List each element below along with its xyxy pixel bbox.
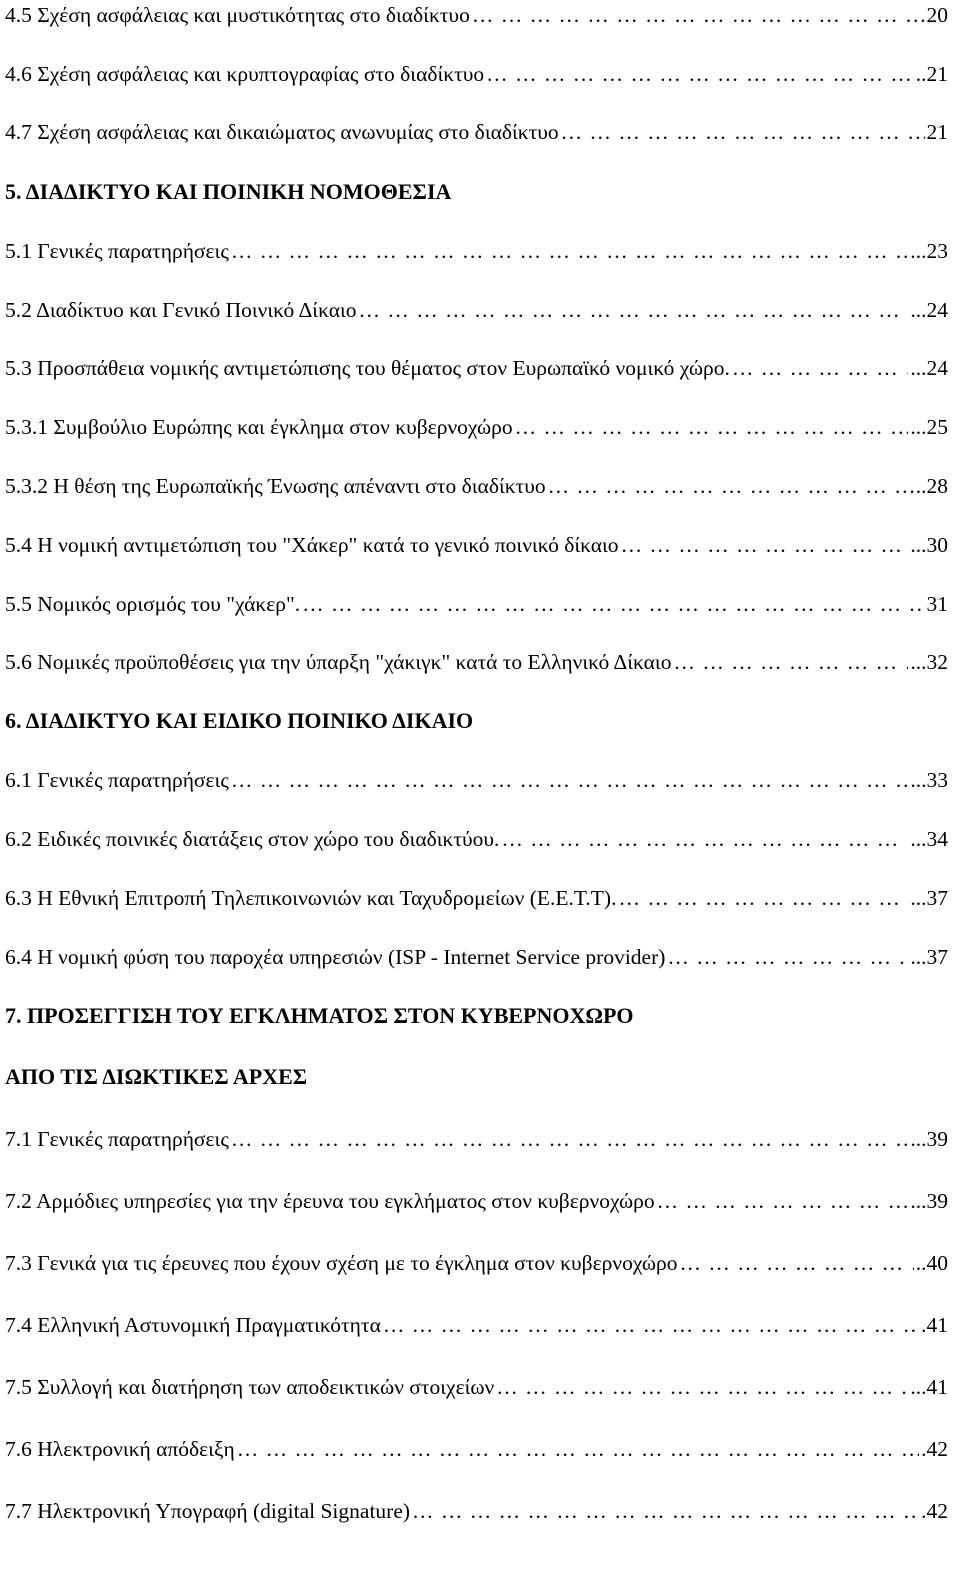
toc-leader-dots [680, 1248, 914, 1278]
toc-leader-dots [231, 236, 914, 266]
toc-leader-dots [515, 412, 909, 442]
toc-section-heading [5, 177, 948, 207]
toc-page-number: ...39 [910, 1189, 948, 1213]
toc-section-heading [5, 706, 948, 736]
toc-entry [5, 530, 948, 560]
toc-leader-dots [231, 1124, 909, 1154]
toc-leader-dots [496, 1372, 908, 1402]
toc-heading-text: ΑΠΟ ΤΙΣ ΔΙΩΚΤΙΚΕΣ ΑΡΧΕΣ [5, 1064, 308, 1089]
toc-entry [5, 824, 948, 854]
toc-page-number: 31 [926, 592, 948, 616]
toc-page-number: ...24 [910, 356, 948, 380]
toc-leader-dots [548, 471, 914, 501]
toc-entry [5, 942, 948, 972]
toc-entry-text: 7.1 Γενικές παρατηρήσεις [5, 1127, 229, 1151]
toc-entry [5, 353, 948, 383]
toc-leader-dots [472, 0, 903, 30]
toc-leader-dots [237, 1434, 919, 1464]
toc-page-number: 21 [926, 120, 948, 144]
toc-page-number: …20 [905, 3, 948, 27]
toc-page-number: ...41 [910, 1375, 948, 1399]
toc-leader-dots [501, 824, 908, 854]
toc-leader-dots [618, 883, 908, 913]
toc-page-number: ..23 [915, 239, 948, 263]
toc-heading-text: 7. ΠΡΟΣΕΓΓΙΣΗ ΤΟΥ ΕΓΚΛΗΜΑΤΟΣ ΣΤΟΝ ΚΥΒΕΡΝΟΧΩΡΟ [5, 1003, 634, 1028]
toc-leader-dots [667, 942, 908, 972]
toc-page-number: ...25 [910, 415, 948, 439]
toc-entry [5, 883, 948, 913]
toc-page-number: ...32 [910, 650, 948, 674]
toc-entry-text: 5.5 Νομικός ορισμός του "χάκερ". [5, 592, 301, 616]
toc-entry-text: 7.4 Ελληνική Αστυνομική Πραγματικότητα [5, 1313, 381, 1337]
toc-entry-text: 7.3 Γενικά για τις έρευνες που έχουν σχέση με το έγκλημα στον κυβερνοχώρο [5, 1251, 678, 1275]
toc-page-number: .42 [921, 1499, 948, 1523]
toc-entry [5, 471, 948, 501]
toc-entry-text: 6.3 Η Εθνική Επιτροπή Τηλεπικοινωνιών και Ταχυδρομείων (Ε.Ε.Τ.Τ). [5, 886, 617, 910]
toc-entry-text: 5.4 Η νομική αντιμετώπιση του "Χάκερ" κατά το γενικό ποινικό δίκαιο [5, 533, 619, 557]
toc-entry-text: 7.2 Αρμόδιες υπηρεσίες για την έρευνα του εγκλήματος στον κυβερνοχώρο [5, 1189, 655, 1213]
toc-heading-text: 5. ΔΙΑΔΙΚΤΥΟ ΚΑΙ ΠΟΙΝΙΚΗ ΝΟΜΟΘΕΣΙΑ [5, 179, 452, 204]
toc-entry [5, 412, 948, 442]
toc-entry [5, 1310, 948, 1340]
toc-entry-text: 5.6 Νομικές προϋποθέσεις για την ύπαρξη "χάκιγκ" κατά το Ελληνικό Δίκαιο [5, 650, 672, 674]
toc-page-number: ..28 [915, 474, 948, 498]
toc-entry-text: 7.7 Ηλεκτρονική Υπογραφή (digital Signature) [5, 1499, 411, 1523]
toc-page-number: ...33 [910, 768, 948, 792]
toc-page-number: ...24 [910, 298, 948, 322]
toc-entry [5, 1248, 948, 1278]
toc-leader-dots [359, 295, 909, 325]
toc-entry-text: 7.5 Συλλογή και διατήρηση των αποδεικτικών στοιχείων [5, 1375, 495, 1399]
toc-entry-text: 4.5 Σχέση ασφάλειας και μυστικότητας στο διαδίκτυο [5, 3, 470, 27]
toc-entry [5, 647, 948, 677]
toc-entry [5, 1372, 948, 1402]
toc-entry-text: 5.1 Γενικές παρατηρήσεις [5, 239, 229, 263]
toc-leader-dots [673, 647, 908, 677]
toc-entry-text: 6.1 Γενικές παρατηρήσεις [5, 768, 229, 792]
toc-entry [5, 59, 948, 89]
toc-leader-dots [561, 117, 925, 147]
toc-entry-text: 4.7 Σχέση ασφάλειας και δικαιώματος ανωνυμίας στο διαδίκτυο [5, 120, 559, 144]
toc-entry-text: 5.3.1 Συμβούλιο Ευρώπης και έγκλημα στον κυβερνοχώρο [5, 415, 513, 439]
toc-entry [5, 1434, 948, 1464]
toc-leader-dots [657, 1186, 909, 1216]
toc-entry-text: 4.6 Σχέση ασφάλειας και κρυπτογραφίας στο διαδίκτυο [5, 62, 485, 86]
toc-page-number: ...34 [910, 827, 948, 851]
toc-entry-text: 6.4 Η νομική φύση του παροχέα υπηρεσιών (ISP - Internet Service provider) [5, 945, 666, 969]
toc-page-number: ...37 [910, 886, 948, 910]
toc-entry [5, 589, 948, 619]
toc-entry-text: 5.2 Διαδίκτυο και Γενικό Ποινικό Δίκαιο [5, 298, 357, 322]
toc-entry-text: 5.3.2 Η θέση της Ευρωπαϊκής Ένωσης απέναντι στο διαδίκτυο [5, 474, 546, 498]
toc-page-number: .42 [921, 1437, 948, 1461]
toc-leader-dots [302, 589, 924, 619]
toc-entry [5, 117, 948, 147]
toc-section-heading [5, 1062, 948, 1092]
toc-page-number: ..40 [915, 1251, 948, 1275]
toc-entry [5, 1124, 948, 1154]
toc-entry [5, 295, 948, 325]
toc-entry [5, 0, 948, 30]
toc-entry-text: 6.2 Ειδικές ποινικές διατάξεις στον χώρο του διαδικτύου. [5, 827, 500, 851]
toc-leader-dots [231, 765, 909, 795]
toc-page-number: .41 [921, 1313, 948, 1337]
toc-section-heading [5, 1001, 948, 1031]
toc-entry [5, 1496, 948, 1526]
toc-page-number: ...39 [910, 1127, 948, 1151]
toc-page-number: ..21 [915, 62, 948, 86]
toc-leader-dots [732, 353, 909, 383]
toc-entry [5, 236, 948, 266]
toc-entry-text: 5.3 Προσπάθεια νομικής αντιμετώπισης του θέματος στον Ευρωπαϊκό νομικό χώρο. [5, 356, 730, 380]
toc-leader-dots [621, 530, 909, 560]
toc-entry-text: 7.6 Ηλεκτρονική απόδειξη [5, 1437, 235, 1461]
toc-leader-dots [383, 1310, 919, 1340]
toc-heading-text: 6. ΔΙΑΔΙΚΤΥΟ ΚΑΙ ΕΙΔΙΚΟ ΠΟΙΝΙΚΟ ΔΙΚΑΙΟ [5, 708, 474, 733]
toc-entry [5, 765, 948, 795]
toc-leader-dots [412, 1496, 919, 1526]
toc-page-number: ...37 [910, 945, 948, 969]
toc-page-number: ...30 [910, 533, 948, 557]
toc-entry [5, 1186, 948, 1216]
toc-leader-dots [486, 59, 914, 89]
